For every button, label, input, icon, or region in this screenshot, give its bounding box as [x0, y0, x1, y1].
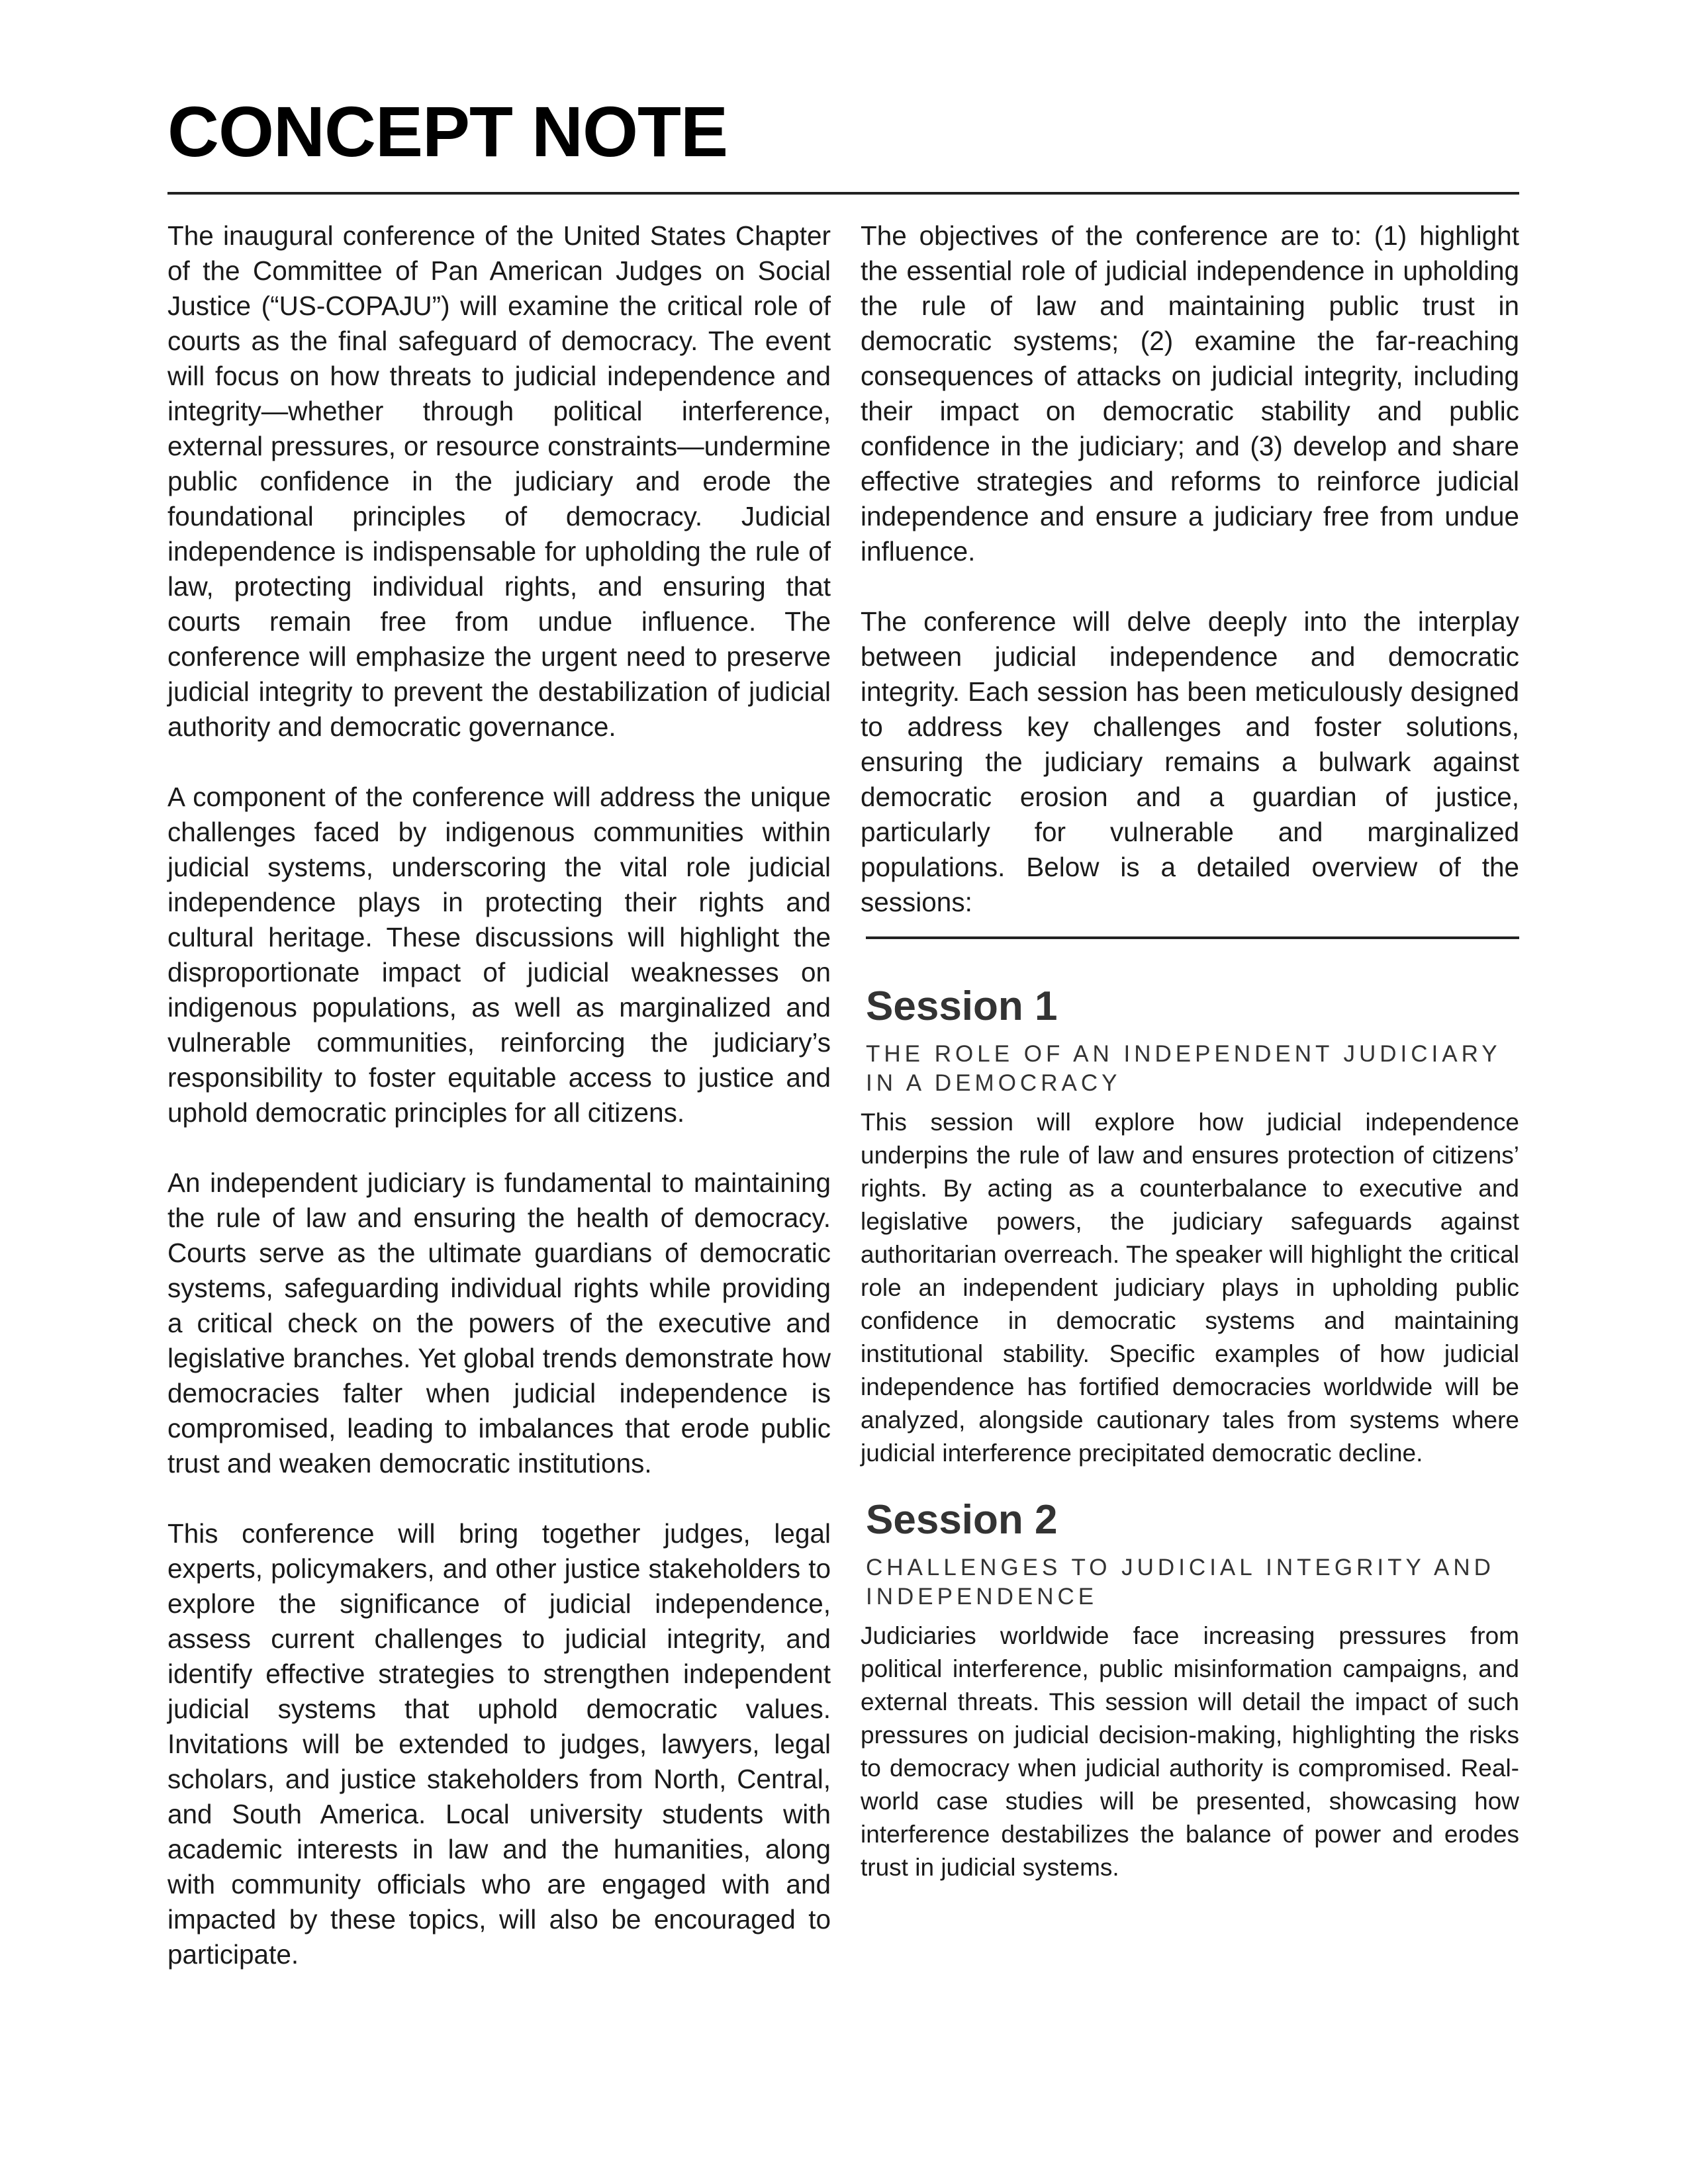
indigenous-paragraph: A component of the conference will address the unique challenges faced by indigenous communities within judicial systems, underscoring the vital role judicial independence plays in protecting their rights and cultural heritage. These discussions will highlight the disproportionate impact of judicial weaknesses on indigenous populations, as well as marginalized and vulnerable communities, reinforcing the judiciary’s responsibility to foster equitable access to justice and uphold democratic principles for all citizens. [167, 782, 831, 1128]
sessions-divider [866, 936, 1519, 939]
session-2 [861, 1497, 1519, 1884]
left-column [167, 218, 831, 2007]
page-title: CONCEPT NOTE [167, 91, 728, 171]
intro-paragraph: The inaugural conference of the United States Chapter of the Committee of Pan American Judges on Social Justice (“US-COPAJU”) will examine the critical role of courts as the final safeguard of democracy. The event will focus on how threats to judicial independence and integrity—whether through political interference, external pressures, or resource constraints—undermine public confidence in the judiciary and erode the foundational principles of democracy. Judicial independence is indispensable for upholding the rule of law, protecting individual rights, and ensuring that courts remain free from undue influence. The conference will emphasize the urgent need to preserve judicial integrity to prevent the destabilization of judicial authority and democratic governance. [167, 220, 831, 742]
right-column [861, 218, 1519, 1884]
session-1 [861, 983, 1519, 1470]
session-title: Session 1 [866, 983, 1058, 1029]
objectives-paragraph: The objectives of the conference are to: (1) highlight the essential role of judicial independence in upholding the rule of law and maintaining public trust in democratic systems; (2) examine the far-reaching consequences of attacks on judicial integrity, including their impact on democratic stability and public confidence in the judiciary; and (3) develop and share effective strategies and reforms to reinforce judicial independence and ensure a judiciary free from undue influence. [861, 220, 1519, 567]
session-subtitle: CHALLENGES TO JUDICIAL INTEGRITY AND INDEPENDENCE [866, 1555, 1495, 1610]
title-divider [167, 192, 1519, 195]
session-description: Judiciaries worldwide face increasing pressures from political interference, public misinformation campaigns, and external threats. This session will detail the impact of such pressures on judicial decision-making, highlighting the risks to democracy when judicial authority is compromised. Real-world case studies will be presented, showcasing how interference destabilizes the balance of power and erodes trust in judicial systems. [861, 1622, 1519, 1882]
session-subtitle: THE ROLE OF AN INDEPENDENT JUDICIARY IN A DEMOCRACY [866, 1041, 1501, 1097]
session-title: Session 2 [866, 1497, 1058, 1543]
participants-paragraph: This conference will bring together judges, legal experts, policymakers, and other justice stakeholders to explore the significance of judicial independence, assess current challenges to judicial integrity, and identify effective strategies to strengthen independent judicial systems that uphold democratic values. Invitations will be extended to judges, lawyers, legal scholars, and justice stakeholders from North, Central, and South America. Local university students with academic interests in law and the humanities, along with community officials who are engaged with and impacted by these topics, will also be encouraged to participate. [167, 1518, 831, 1970]
judiciary-paragraph: An independent judiciary is fundamental to maintaining the rule of law and ensuring the health of democracy. Courts serve as the ultimate guardians of democratic systems, safeguarding individual rights while providing a critical check on the powers of the executive and legislative branches. Yet global trends demonstrate how democracies falter when judicial independence is compromised, leading to imbalances that erode public trust and weaken democratic institutions. [167, 1167, 831, 1479]
sessions-overview-paragraph: The conference will delve deeply into the interplay between judicial independence and democratic integrity. Each session has been meticulously designed to address key challenges and foster solutions, ensuring the judiciary remains a bulwark against democratic erosion and a guardian of justice, particularly for vulnerable and marginalized populations. Below is a detailed overview of the sessions: [861, 606, 1519, 917]
session-description: This session will explore how judicial independence underpins the rule of law and ensures protection of citizens’ rights. By acting as a counterbalance to executive and legislative powers, the judiciary safeguards against authoritarian overreach. The speaker will highlight the critical role an independent judiciary plays in upholding public confidence in democratic systems and maintaining institutional stability. Specific examples of how judicial independence has fortified democracies worldwide will be analyzed, alongside cautionary tales from systems where judicial interference precipitated democratic decline. [861, 1109, 1519, 1467]
